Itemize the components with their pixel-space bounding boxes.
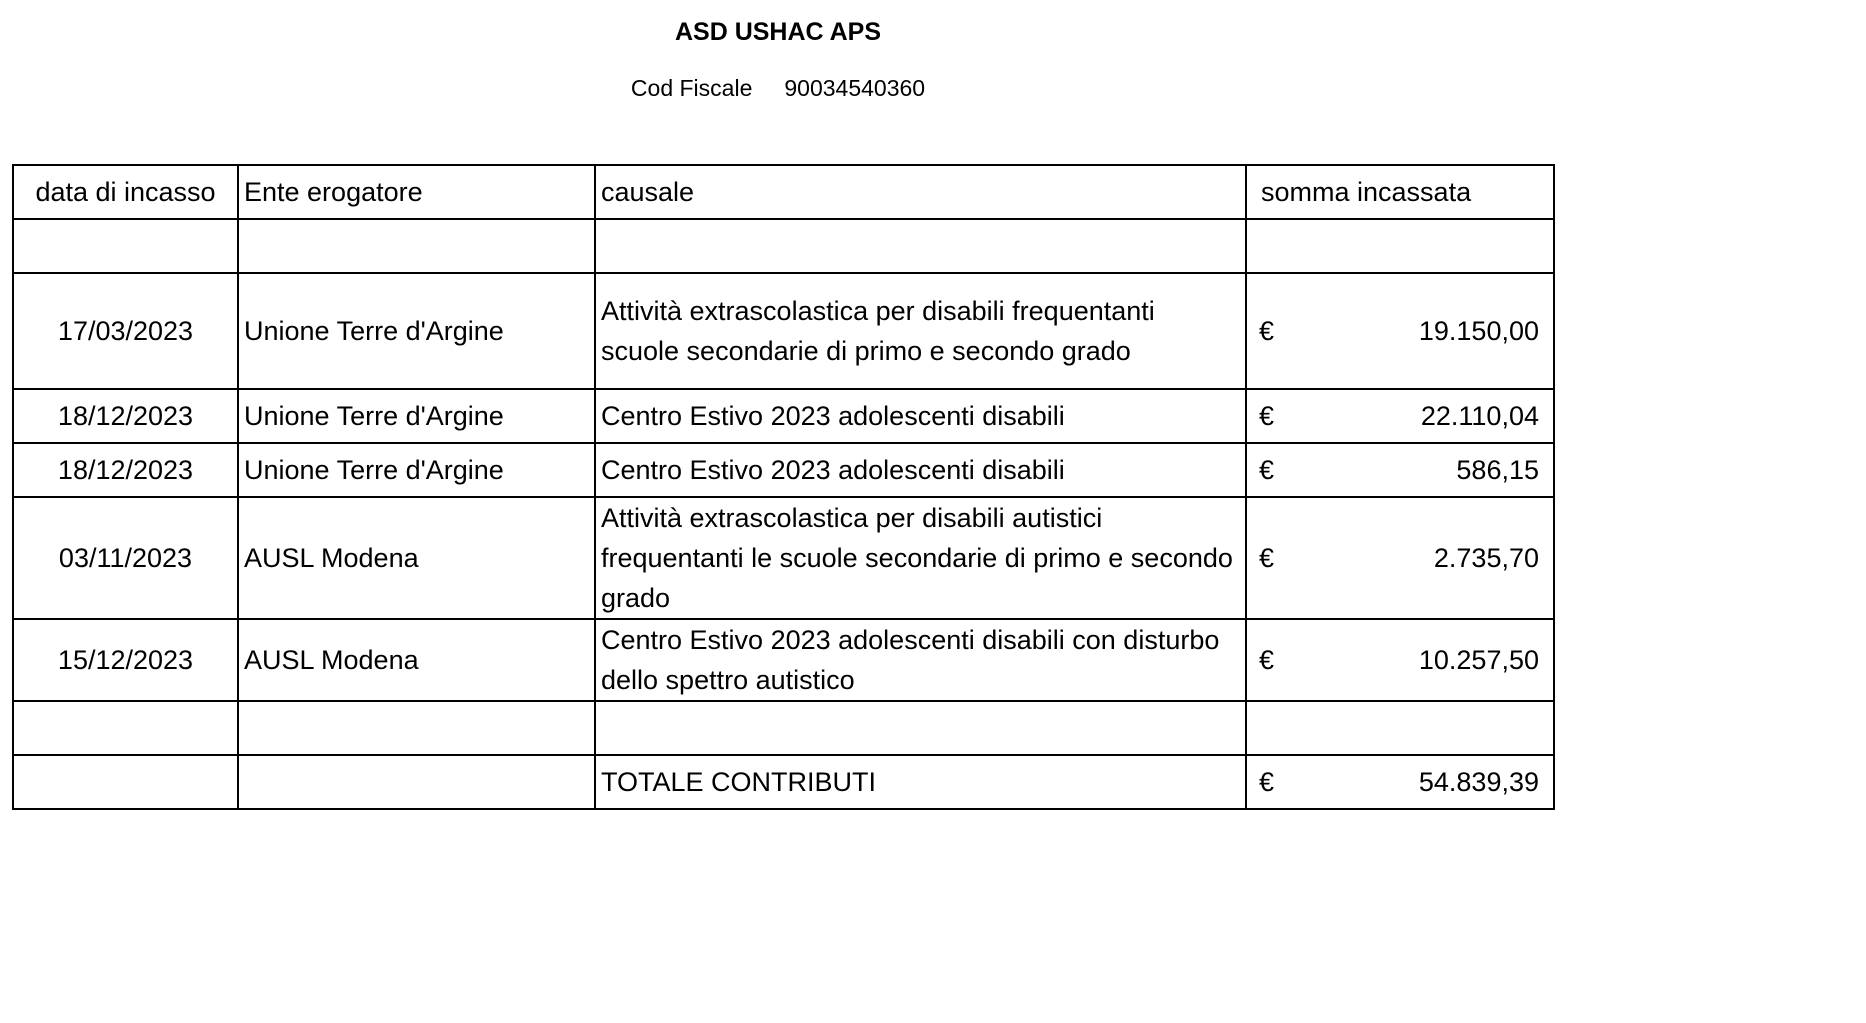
cell-reason: Centro Estivo 2023 adolescenti disabili — [595, 389, 1246, 443]
cell-reason: Attività extrascolastica per disabili autistici frequentanti le scuole secondarie di primo e secondo grado — [595, 497, 1246, 619]
cell-entity: AUSL Modena — [238, 619, 595, 701]
amount-value: 22.110,04 — [1420, 401, 1539, 431]
table-row — [13, 273, 1554, 389]
amount-value: 10.257,50 — [1418, 645, 1539, 675]
cell-reason — [595, 219, 1246, 273]
cell-entity — [238, 701, 595, 755]
amount-value: 586,15 — [1456, 455, 1539, 485]
cell-date — [13, 701, 238, 755]
cell-amount — [1246, 273, 1554, 389]
header-date: data di incasso — [13, 165, 238, 219]
cell-amount — [1246, 701, 1554, 755]
table-header-row — [13, 165, 1554, 219]
table-row — [13, 443, 1554, 497]
document-title: ASD USHAC APS — [674, 18, 882, 46]
total-amount-value: 54.839,39 — [1418, 767, 1539, 797]
table-row — [13, 389, 1554, 443]
cell-reason: Centro Estivo 2023 adolescenti disabili — [595, 443, 1246, 497]
cell-amount — [1246, 219, 1554, 273]
cell-entity — [238, 219, 595, 273]
cell-amount — [1246, 389, 1554, 443]
currency-symbol: € — [1259, 767, 1275, 797]
cell-amount — [1246, 497, 1554, 619]
currency-symbol: € — [1259, 543, 1275, 573]
cell-entity — [238, 755, 595, 809]
cell-date — [13, 219, 238, 273]
total-row — [13, 755, 1554, 809]
table-row-empty — [13, 701, 1554, 755]
total-label: TOTALE CONTRIBUTI — [595, 755, 1246, 809]
fiscal-code-label: Cod Fiscale — [630, 75, 753, 101]
table-row-empty — [13, 219, 1554, 273]
currency-symbol: € — [1259, 316, 1275, 346]
table-row — [13, 497, 1554, 619]
fiscal-code-line — [0, 74, 1556, 102]
cell-amount — [1246, 443, 1554, 497]
cell-entity: Unione Terre d'Argine — [238, 443, 595, 497]
cell-reason: Attività extrascolastica per disabili frequentanti scuole secondarie di primo e secondo grado — [595, 273, 1246, 389]
header-entity: Ente erogatore — [238, 165, 595, 219]
contributions-table — [12, 164, 1555, 810]
currency-symbol: € — [1259, 645, 1275, 675]
amount-value: 19.150,00 — [1418, 316, 1539, 346]
cell-entity: AUSL Modena — [238, 497, 595, 619]
cell-entity: Unione Terre d'Argine — [238, 389, 595, 443]
currency-symbol: € — [1259, 401, 1275, 431]
cell-date: 17/03/2023 — [13, 273, 238, 389]
header-amount: somma incassata — [1246, 165, 1554, 219]
cell-date: 15/12/2023 — [13, 619, 238, 701]
cell-date: 18/12/2023 — [13, 443, 238, 497]
currency-symbol: € — [1259, 455, 1275, 485]
table-row — [13, 619, 1554, 701]
cell-reason — [595, 701, 1246, 755]
cell-date: 03/11/2023 — [13, 497, 238, 619]
fiscal-code-value: 90034540360 — [784, 75, 926, 101]
cell-entity: Unione Terre d'Argine — [238, 273, 595, 389]
amount-value: 2.735,70 — [1433, 543, 1539, 573]
cell-reason: Centro Estivo 2023 adolescenti disabili con disturbo dello spettro autistico — [595, 619, 1246, 701]
header-reason: causale — [595, 165, 1246, 219]
cell-date — [13, 755, 238, 809]
total-amount-cell — [1246, 755, 1554, 809]
cell-amount — [1246, 619, 1554, 701]
cell-date: 18/12/2023 — [13, 389, 238, 443]
